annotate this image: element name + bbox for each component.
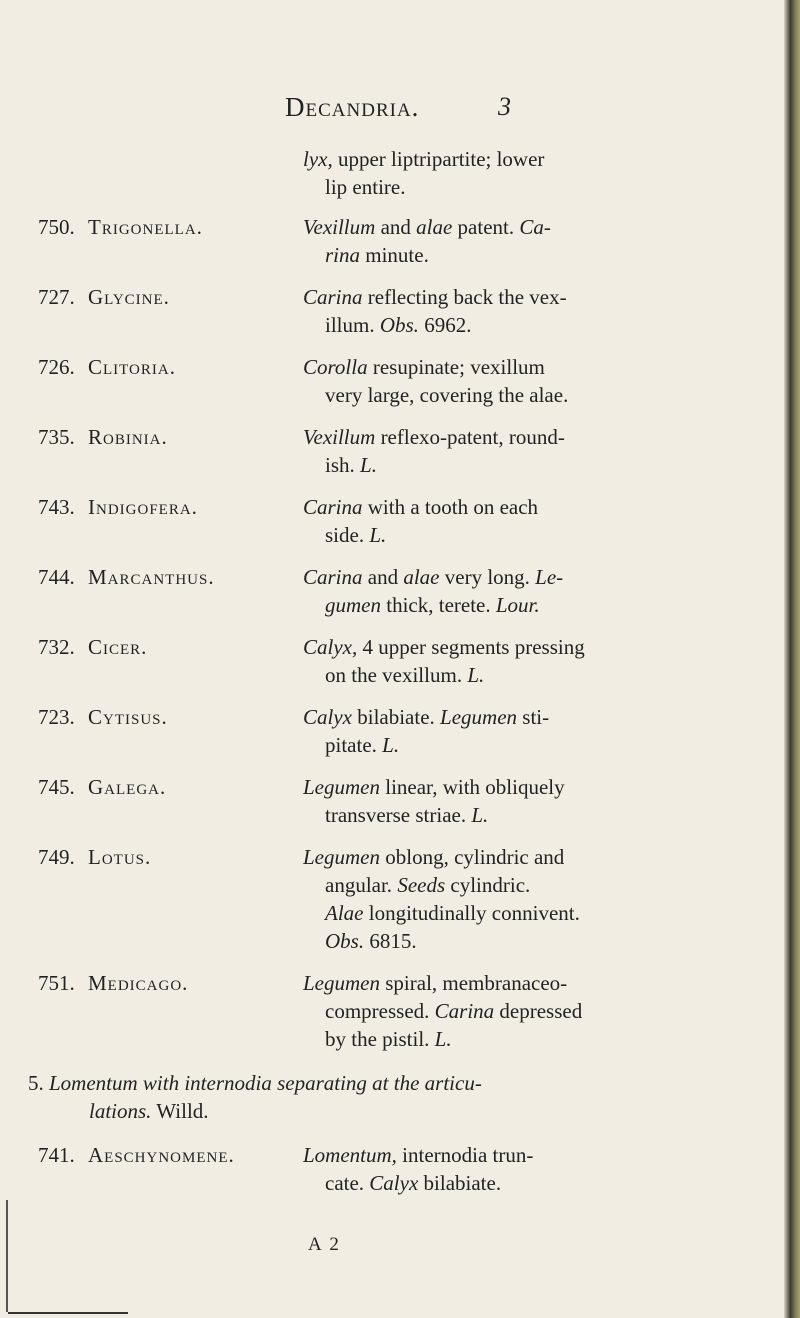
description-text: 6962. bbox=[418, 313, 472, 337]
intro-rest: upper liptripartite; lower bbox=[332, 147, 545, 171]
genus-description bbox=[303, 423, 633, 479]
entry-number: 743. bbox=[38, 495, 75, 519]
description-text: 6815. bbox=[364, 929, 417, 953]
genus-list bbox=[0, 145, 800, 1197]
genus-name: Glycine. bbox=[88, 285, 170, 309]
description-text: resupinate; vexillum bbox=[367, 355, 545, 379]
entry-number: 745. bbox=[38, 775, 75, 799]
description-text: illum. bbox=[325, 313, 380, 337]
description-text: very long. bbox=[439, 565, 536, 589]
italic-term: L. bbox=[360, 453, 377, 477]
description-line bbox=[303, 285, 567, 309]
genus-description bbox=[303, 633, 633, 689]
description-line bbox=[303, 1025, 633, 1053]
italic-term: L. bbox=[471, 803, 489, 827]
description-text: reflecting back the vex- bbox=[362, 285, 567, 309]
description-line bbox=[303, 1143, 533, 1167]
description-line bbox=[303, 661, 633, 689]
description-line bbox=[303, 451, 633, 479]
description-line bbox=[303, 635, 585, 659]
description-line bbox=[303, 381, 633, 409]
genus-description bbox=[303, 563, 633, 619]
signature-mark: A 2 bbox=[308, 1234, 341, 1255]
genus-description bbox=[303, 773, 633, 829]
italic-term: Carina bbox=[303, 495, 363, 519]
description-text: by the pistil. bbox=[325, 1027, 435, 1051]
entry-number: 726. bbox=[38, 355, 75, 379]
italic-term: Vexillum bbox=[303, 215, 376, 239]
page-number: 3 bbox=[498, 92, 511, 121]
italic-term: Legumen bbox=[303, 775, 380, 799]
italic-term: Obs. bbox=[379, 313, 419, 337]
italic-term: L. bbox=[382, 733, 400, 757]
description-line bbox=[303, 731, 633, 759]
italic-term: Lomentum, bbox=[303, 1143, 397, 1167]
genus-entry bbox=[0, 423, 800, 479]
genus-description bbox=[303, 969, 633, 1053]
section-title: Lomentum with internodia separating at the articu- bbox=[49, 1071, 482, 1095]
italic-term: rina bbox=[325, 243, 361, 267]
italic-term: Carina bbox=[303, 565, 363, 589]
section-title-cont: lations. bbox=[89, 1099, 152, 1123]
description-text: compressed. bbox=[325, 999, 435, 1023]
description-text: patent. bbox=[452, 215, 520, 239]
description-text: ish. bbox=[325, 453, 361, 477]
genus-entry bbox=[0, 493, 800, 549]
italic-term: Vexillum bbox=[303, 425, 376, 449]
entry-number: 723. bbox=[38, 705, 75, 729]
italic-term: Calyx bbox=[303, 705, 352, 729]
genus-entry bbox=[0, 773, 800, 829]
italic-term: alae bbox=[403, 565, 440, 589]
description-text: bilabiate. bbox=[418, 1171, 502, 1195]
section-line bbox=[0, 1069, 800, 1097]
genus-name: Galega. bbox=[88, 775, 167, 799]
bottom-rule bbox=[8, 1312, 128, 1314]
genus-entry bbox=[0, 633, 800, 689]
italic-term: Calyx bbox=[369, 1171, 419, 1195]
entry-number: 735. bbox=[38, 425, 75, 449]
genus-entry bbox=[0, 283, 800, 339]
description-line bbox=[303, 1169, 633, 1197]
genus-name: Cytisus. bbox=[88, 705, 168, 729]
italic-term: Ca- bbox=[519, 215, 551, 239]
description-line bbox=[303, 495, 538, 519]
genus-description bbox=[303, 493, 633, 549]
entry-number: 741. bbox=[38, 1143, 75, 1167]
italic-term: L. bbox=[434, 1027, 452, 1051]
description-line bbox=[303, 871, 633, 899]
description-line bbox=[303, 355, 545, 379]
description-line bbox=[303, 705, 549, 729]
intro-italic: lyx, bbox=[303, 147, 333, 171]
description-line bbox=[303, 215, 551, 239]
description-text: spiral, membranaceo- bbox=[380, 971, 568, 995]
genus-name: Clitoria. bbox=[88, 355, 176, 379]
intro-line2: lip entire. bbox=[325, 175, 406, 199]
entry-number: 751. bbox=[38, 971, 75, 995]
description-line bbox=[303, 801, 633, 829]
description-line bbox=[303, 425, 565, 449]
entry-number: 732. bbox=[38, 635, 75, 659]
genus-description bbox=[303, 1141, 633, 1197]
genus-entry bbox=[0, 843, 800, 955]
description-text: and bbox=[362, 565, 404, 589]
description-text: thick, terete. bbox=[381, 593, 496, 617]
genus-name: Trigonella. bbox=[88, 215, 203, 239]
genus-entry bbox=[0, 213, 800, 269]
description-text: linear, with obliquely bbox=[380, 775, 565, 799]
description-text: cylindric. bbox=[445, 873, 531, 897]
description-line bbox=[303, 775, 565, 799]
description-line bbox=[303, 591, 633, 619]
description-text: very large, covering the alae. bbox=[325, 383, 569, 407]
entry-number: 750. bbox=[38, 215, 75, 239]
genus-description bbox=[303, 213, 633, 269]
description-line bbox=[303, 241, 633, 269]
italic-term: Lour. bbox=[495, 593, 540, 617]
italic-term: alae bbox=[416, 215, 453, 239]
genus-description bbox=[303, 353, 633, 409]
genus-description bbox=[303, 283, 633, 339]
italic-term: L. bbox=[467, 663, 485, 687]
genus-entry bbox=[0, 703, 800, 759]
section-heading bbox=[0, 1069, 800, 1125]
description-text: sti- bbox=[517, 705, 550, 729]
italic-term: Alae bbox=[325, 901, 364, 925]
description-text: minute. bbox=[360, 243, 429, 267]
genus-entry bbox=[0, 353, 800, 409]
description-text: pitate. bbox=[325, 733, 383, 757]
genus-name: Indigofera. bbox=[88, 495, 198, 519]
genus-name: Marcanthus. bbox=[88, 565, 215, 589]
section-authority: Willd. bbox=[151, 1099, 209, 1123]
description-text: angular. bbox=[325, 873, 398, 897]
italic-term: Corolla bbox=[303, 355, 368, 379]
header-title: Decandria. bbox=[285, 92, 420, 122]
genus-name: Cicer. bbox=[88, 635, 148, 659]
description-text: with a tooth on each bbox=[362, 495, 539, 519]
italic-term: Carina bbox=[434, 999, 495, 1023]
entry-number: 727. bbox=[38, 285, 75, 309]
section-line bbox=[0, 1097, 800, 1125]
running-header bbox=[0, 92, 800, 132]
description-text: on the vexillum. bbox=[325, 663, 468, 687]
description-text: transverse striae. bbox=[325, 803, 472, 827]
intro-continuation bbox=[0, 145, 800, 201]
description-text: 4 upper segments pressing bbox=[357, 635, 585, 659]
genus-entry bbox=[0, 969, 800, 1053]
italic-term: gumen bbox=[325, 593, 381, 617]
description-text: oblong, cylindric and bbox=[380, 845, 565, 869]
italic-term: Carina bbox=[303, 285, 363, 309]
italic-term: Calyx, bbox=[303, 635, 358, 659]
description-line bbox=[303, 899, 633, 927]
genus-name: Medicago. bbox=[88, 971, 189, 995]
genus-name: Robinia. bbox=[88, 425, 168, 449]
genus-description bbox=[303, 843, 633, 955]
description-text: and bbox=[375, 215, 417, 239]
italic-term: Legumen bbox=[303, 845, 380, 869]
description-line bbox=[303, 521, 633, 549]
genus-entry bbox=[0, 563, 800, 619]
description-text: depressed bbox=[494, 999, 583, 1023]
description-line bbox=[303, 997, 633, 1025]
italic-term: L. bbox=[369, 523, 387, 547]
description-line bbox=[303, 565, 563, 589]
description-line bbox=[303, 845, 564, 869]
italic-term: Obs. bbox=[325, 929, 365, 953]
italic-term: Legumen bbox=[440, 705, 518, 729]
section-number: 5. bbox=[28, 1071, 44, 1095]
genus-name: Lotus. bbox=[88, 845, 152, 869]
description-text: side. bbox=[325, 523, 370, 547]
entry-number: 744. bbox=[38, 565, 75, 589]
italic-term: Le- bbox=[535, 565, 564, 589]
description-text: internodia trun- bbox=[396, 1143, 534, 1167]
description-text: longitudinally connivent. bbox=[363, 901, 580, 925]
margin-rule bbox=[6, 1200, 8, 1312]
description-line bbox=[303, 971, 567, 995]
description-line bbox=[303, 311, 633, 339]
description-line bbox=[303, 927, 633, 955]
italic-term: Legumen bbox=[303, 971, 380, 995]
genus-description bbox=[303, 703, 633, 759]
genus-name: Aeschynomene. bbox=[88, 1143, 235, 1167]
description-text: cate. bbox=[325, 1171, 370, 1195]
description-text: reflexo-patent, round- bbox=[375, 425, 565, 449]
entry-number: 749. bbox=[38, 845, 75, 869]
italic-term: Seeds bbox=[397, 873, 446, 897]
description-text: bilabiate. bbox=[351, 705, 441, 729]
genus-entry bbox=[0, 1141, 800, 1197]
